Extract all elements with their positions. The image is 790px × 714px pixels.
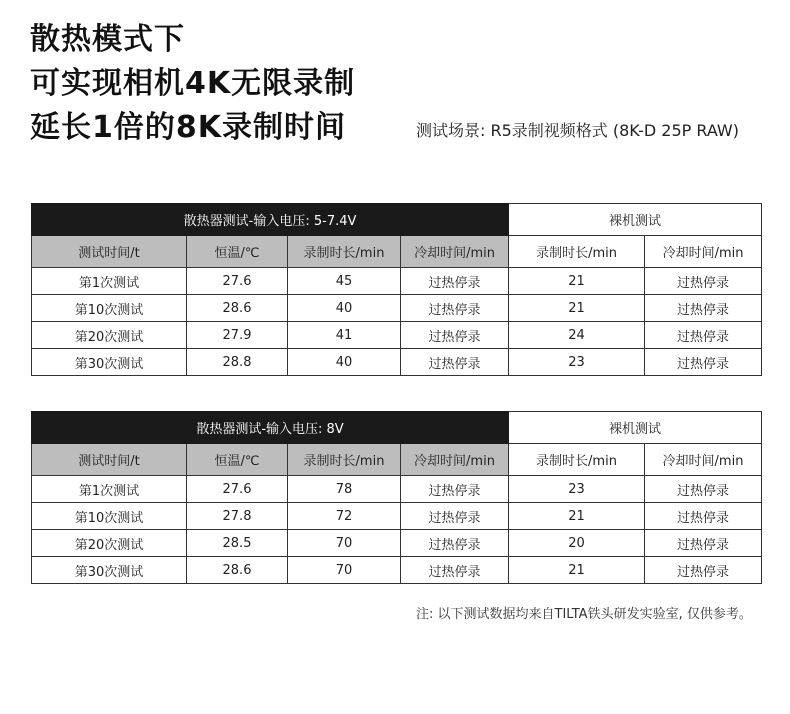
cell: 23 [509, 476, 645, 503]
cell: 第1次测试 [32, 268, 187, 295]
cell: 70 [288, 530, 401, 557]
col-header-record-duration: 录制时长/min [288, 444, 401, 476]
table-row [32, 322, 762, 349]
cell: 21 [509, 503, 645, 530]
col-header-bare-record-duration: 录制时长/min [509, 444, 645, 476]
col-header-test-time: 测试时间/t [32, 444, 187, 476]
col-header-record-duration: 录制时长/min [288, 236, 401, 268]
cell: 28.8 [187, 349, 288, 376]
cell: 27.6 [187, 268, 288, 295]
table-row [32, 530, 762, 557]
cell: 过热停录 [645, 349, 762, 376]
cell: 过热停录 [645, 557, 762, 584]
table-row [32, 476, 762, 503]
cell: 过热停录 [645, 476, 762, 503]
col-header-bare-record-duration: 录制时长/min [509, 236, 645, 268]
cell: 27.6 [187, 476, 288, 503]
cell: 28.6 [187, 295, 288, 322]
cell: 过热停录 [401, 349, 509, 376]
table-row [32, 349, 762, 376]
cell: 第1次测试 [32, 476, 187, 503]
bare-test-title: 裸机测试 [509, 204, 762, 236]
col-header-temp: 恒温/℃ [187, 236, 288, 268]
cell: 27.9 [187, 322, 288, 349]
cell: 第30次测试 [32, 349, 187, 376]
cell: 28.5 [187, 530, 288, 557]
cell: 第10次测试 [32, 503, 187, 530]
heatsink-test-title: 散热器测试-输入电压: 5-7.4V [32, 204, 509, 236]
col-header-bare-cooling-time: 冷却时间/min [645, 236, 762, 268]
headline-line-2: 可实现相机4K无限录制 [30, 66, 356, 101]
cell: 40 [288, 295, 401, 322]
cell: 70 [288, 557, 401, 584]
col-header-cooling-time: 冷却时间/min [401, 236, 509, 268]
heatsink-test-title: 散热器测试-输入电压: 8V [32, 412, 509, 444]
cell: 第20次测试 [32, 322, 187, 349]
test-table-8v [31, 411, 762, 584]
cell: 过热停录 [645, 530, 762, 557]
table-row [32, 268, 762, 295]
cell: 第20次测试 [32, 530, 187, 557]
table-row [32, 503, 762, 530]
col-header-cooling-time: 冷却时间/min [401, 444, 509, 476]
cell: 78 [288, 476, 401, 503]
cell: 40 [288, 349, 401, 376]
cell: 45 [288, 268, 401, 295]
cell: 过热停录 [645, 322, 762, 349]
cell: 23 [509, 349, 645, 376]
cell: 第30次测试 [32, 557, 187, 584]
cell: 过热停录 [401, 295, 509, 322]
cell: 21 [509, 295, 645, 322]
cell: 过热停录 [645, 295, 762, 322]
bare-test-title: 裸机测试 [509, 412, 762, 444]
cell: 28.6 [187, 557, 288, 584]
cell: 过热停录 [401, 476, 509, 503]
cell: 过热停录 [401, 322, 509, 349]
cell: 第10次测试 [32, 295, 187, 322]
table-row [32, 295, 762, 322]
cell: 21 [509, 557, 645, 584]
cell: 过热停录 [401, 557, 509, 584]
headline-line-1: 散热模式下 [30, 22, 185, 57]
test-scene-caption: 测试场景: R5录制视频格式 (8K-D 25P RAW) [416, 121, 739, 140]
cell: 27.8 [187, 503, 288, 530]
data-source-note: 注: 以下测试数据均来自TILTA铁头研发实验室, 仅供参考。 [416, 607, 752, 622]
cell: 24 [509, 322, 645, 349]
col-header-temp: 恒温/℃ [187, 444, 288, 476]
cell: 过热停录 [401, 530, 509, 557]
cell: 72 [288, 503, 401, 530]
cell: 21 [509, 268, 645, 295]
headline-line-3: 延长1倍的8K录制时间 [30, 110, 346, 145]
cell: 过热停录 [401, 268, 509, 295]
col-header-bare-cooling-time: 冷却时间/min [645, 444, 762, 476]
test-table-5-7v [31, 203, 762, 376]
cell: 41 [288, 322, 401, 349]
cell: 20 [509, 530, 645, 557]
col-header-test-time: 测试时间/t [32, 236, 187, 268]
cell: 过热停录 [645, 268, 762, 295]
headline [30, 18, 355, 150]
table-row [32, 557, 762, 584]
cell: 过热停录 [645, 503, 762, 530]
cell: 过热停录 [401, 503, 509, 530]
